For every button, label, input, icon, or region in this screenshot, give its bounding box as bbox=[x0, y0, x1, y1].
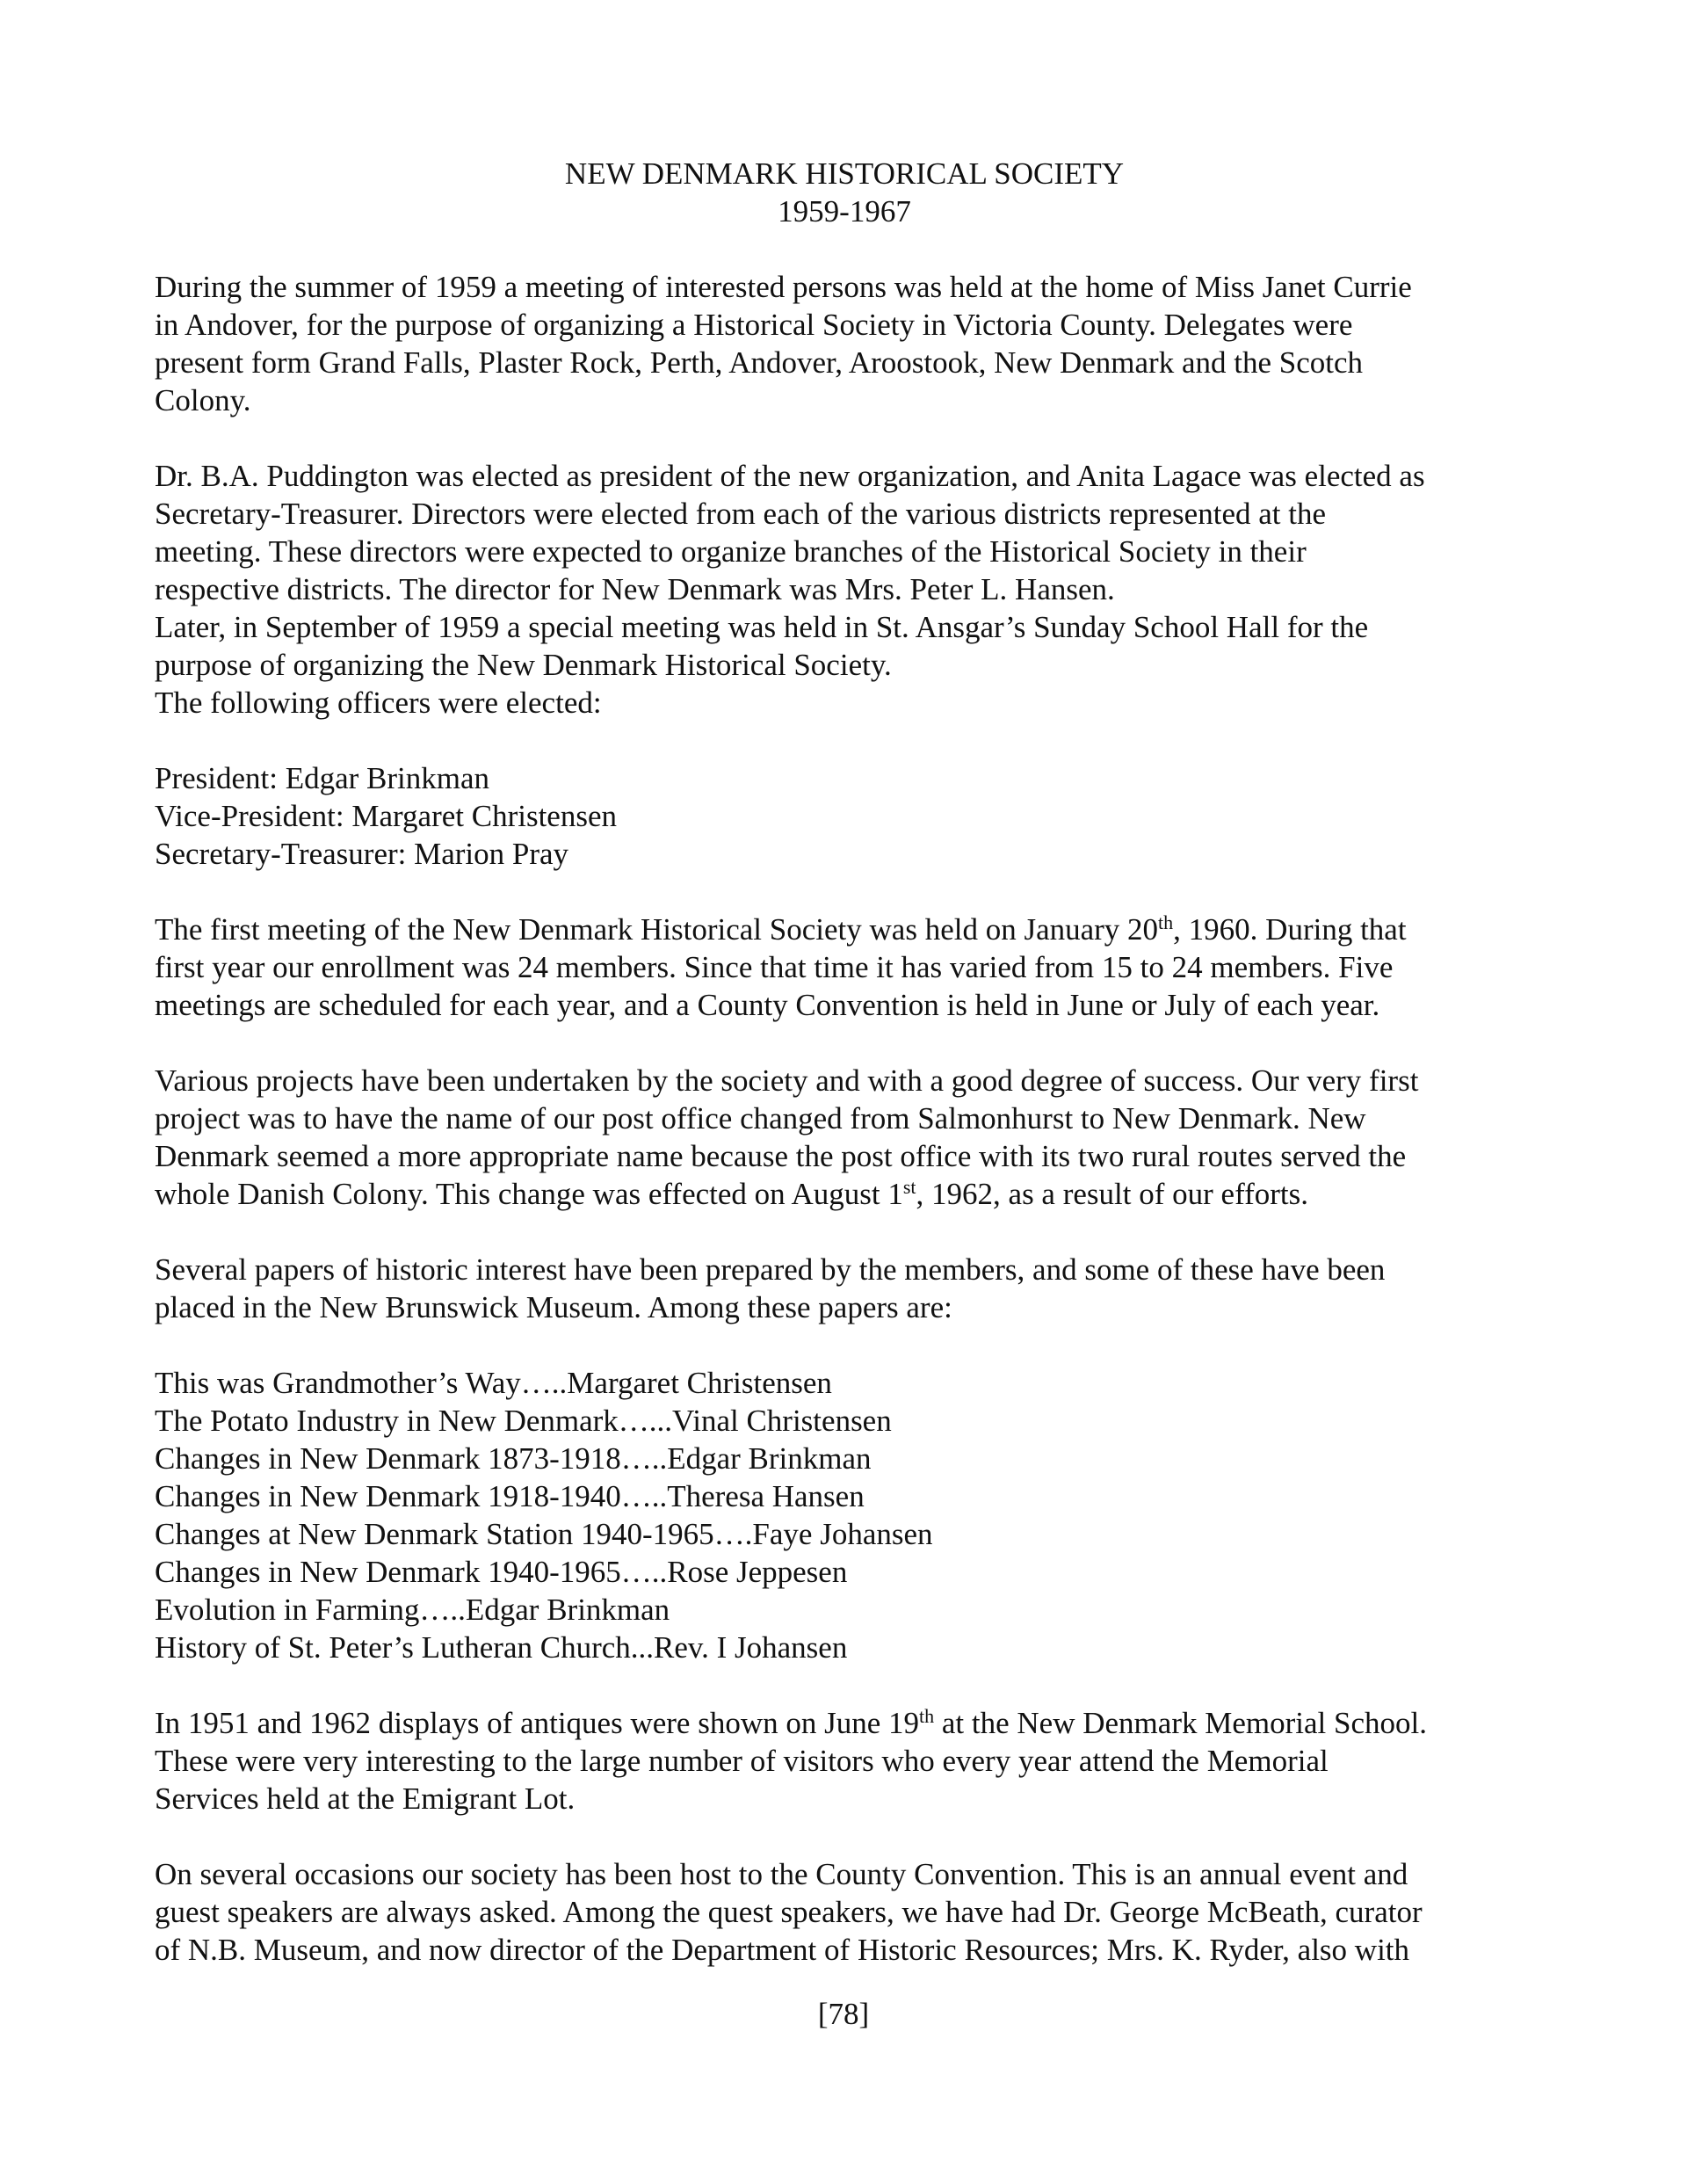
paper-item: The Potato Industry in New Denmark…...Vinal Christensen bbox=[155, 1404, 892, 1438]
paragraph-papers-intro bbox=[155, 1251, 1534, 1326]
text-line: first year our enrollment was 24 members. Since that time it has varied from 15 to 24 members. Five bbox=[155, 950, 1394, 984]
officer-secretary-treasurer: Secretary-Treasurer: Marion Pray bbox=[155, 837, 569, 871]
paper-item: Evolution in Farming…..Edgar Brinkman bbox=[155, 1593, 670, 1627]
officer-president: President: Edgar Brinkman bbox=[155, 761, 490, 795]
text-line: respective districts. The director for New Denmark was Mrs. Peter L. Hansen. bbox=[155, 572, 1115, 606]
paragraph-convention bbox=[155, 1855, 1534, 1969]
ordinal-suffix: st bbox=[902, 1176, 916, 1198]
document-years: 1959-1967 bbox=[778, 194, 911, 229]
text-line: placed in the New Brunswick Museum. Among these papers are: bbox=[155, 1290, 952, 1324]
text-line: Later, in September of 1959 a special meeting was held in St. Ansgar’s Sunday School Hall for the bbox=[155, 610, 1369, 644]
paper-item: This was Grandmother’s Way…..Margaret Christensen bbox=[155, 1366, 832, 1400]
ordinal-suffix: th bbox=[1158, 911, 1174, 933]
text-line: Various projects have been undertaken by the society and with a good degree of success. Our very first bbox=[155, 1063, 1419, 1098]
spacer bbox=[155, 873, 1534, 911]
text-line: During the summer of 1959 a meeting of interested persons was held at the home of Miss Janet Currie bbox=[155, 270, 1412, 304]
spacer bbox=[155, 1213, 1534, 1251]
document-body bbox=[155, 155, 1534, 1969]
text-line: On several occasions our society has been host to the County Convention. This is an annual event and bbox=[155, 1857, 1408, 1891]
text-line bbox=[155, 911, 1534, 948]
text-line: of N.B. Museum, and now director of the Department of Historic Resources; Mrs. K. Ryder, also with bbox=[155, 1933, 1410, 1967]
text-line: Denmark seemed a more appropriate name because the post office with its two rural routes served the bbox=[155, 1139, 1407, 1173]
document-title: NEW DENMARK HISTORICAL SOCIETY bbox=[564, 156, 1125, 191]
text-line: Colony. bbox=[155, 383, 251, 417]
paragraph-projects bbox=[155, 1062, 1534, 1213]
text-line: Secretary-Treasurer. Directors were elected from each of the various districts represented at the bbox=[155, 497, 1326, 531]
spacer bbox=[155, 419, 1534, 457]
paragraph-antiques bbox=[155, 1704, 1534, 1818]
spacer bbox=[155, 722, 1534, 759]
text-line: These were very interesting to the large number of visitors who every year attend the Memorial bbox=[155, 1744, 1329, 1778]
text-line bbox=[155, 1175, 1534, 1213]
paper-item: Changes in New Denmark 1873-1918…..Edgar Brinkman bbox=[155, 1441, 872, 1476]
paper-item: Changes at New Denmark Station 1940-1965….Faye Johansen bbox=[155, 1517, 933, 1551]
spacer bbox=[155, 1326, 1534, 1364]
paragraph-election bbox=[155, 457, 1534, 722]
spacer bbox=[155, 1024, 1534, 1062]
text-line: Services held at the Emigrant Lot. bbox=[155, 1781, 576, 1816]
text-line bbox=[155, 1704, 1534, 1742]
text-fragment: The first meeting of the New Denmark Historical Society was held on January 20 bbox=[155, 912, 1159, 947]
text-fragment: at the New Denmark Memorial School. bbox=[934, 1706, 1427, 1740]
text-line: Several papers of historic interest have been prepared by the members, and some of these have been bbox=[155, 1252, 1386, 1287]
officers-list bbox=[155, 759, 1534, 873]
text-line: guest speakers are always asked. Among the quest speakers, we have had Dr. George McBeath, curator bbox=[155, 1895, 1423, 1929]
ordinal-suffix: th bbox=[919, 1705, 935, 1727]
papers-list bbox=[155, 1364, 1534, 1666]
paper-item: Changes in New Denmark 1918-1940…..Theresa Hansen bbox=[155, 1479, 865, 1513]
text-fragment: whole Danish Colony. This change was effected on August 1 bbox=[155, 1177, 903, 1211]
text-line: in Andover, for the purpose of organizing a Historical Society in Victoria County. Delegates were bbox=[155, 308, 1353, 342]
spacer bbox=[155, 230, 1534, 268]
text-line: purpose of organizing the New Denmark Historical Society. bbox=[155, 648, 892, 682]
text-line: present form Grand Falls, Plaster Rock, Perth, Andover, Aroostook, New Denmark and the Scotch bbox=[155, 345, 1363, 380]
text-line: meetings are scheduled for each year, and a County Convention is held in June or July of each year. bbox=[155, 988, 1380, 1022]
text-line: The following officers were elected: bbox=[155, 686, 602, 720]
spacer bbox=[155, 1818, 1534, 1855]
page-number: [78] bbox=[817, 1997, 870, 2031]
officer-vice-president: Vice-President: Margaret Christensen bbox=[155, 799, 617, 833]
paper-item: Changes in New Denmark 1940-1965…..Rose Jeppesen bbox=[155, 1555, 848, 1589]
paper-item: History of St. Peter’s Lutheran Church...Rev. I Johansen bbox=[155, 1630, 848, 1665]
paragraph-founding-meeting bbox=[155, 268, 1534, 419]
text-line: meeting. These directors were expected to organize branches of the Historical Society in their bbox=[155, 534, 1307, 569]
text-line: project was to have the name of our post office changed from Salmonhurst to New Denmark. New bbox=[155, 1101, 1366, 1136]
text-fragment: , 1962, as a result of our efforts. bbox=[916, 1177, 1309, 1211]
text-line: Dr. B.A. Puddington was elected as president of the new organization, and Anita Lagace was elected as bbox=[155, 459, 1425, 493]
text-fragment: In 1951 and 1962 displays of antiques were shown on June 19 bbox=[155, 1706, 920, 1740]
text-fragment: , 1960. During that bbox=[1173, 912, 1407, 947]
spacer bbox=[155, 1666, 1534, 1704]
paragraph-first-meeting bbox=[155, 911, 1534, 1024]
